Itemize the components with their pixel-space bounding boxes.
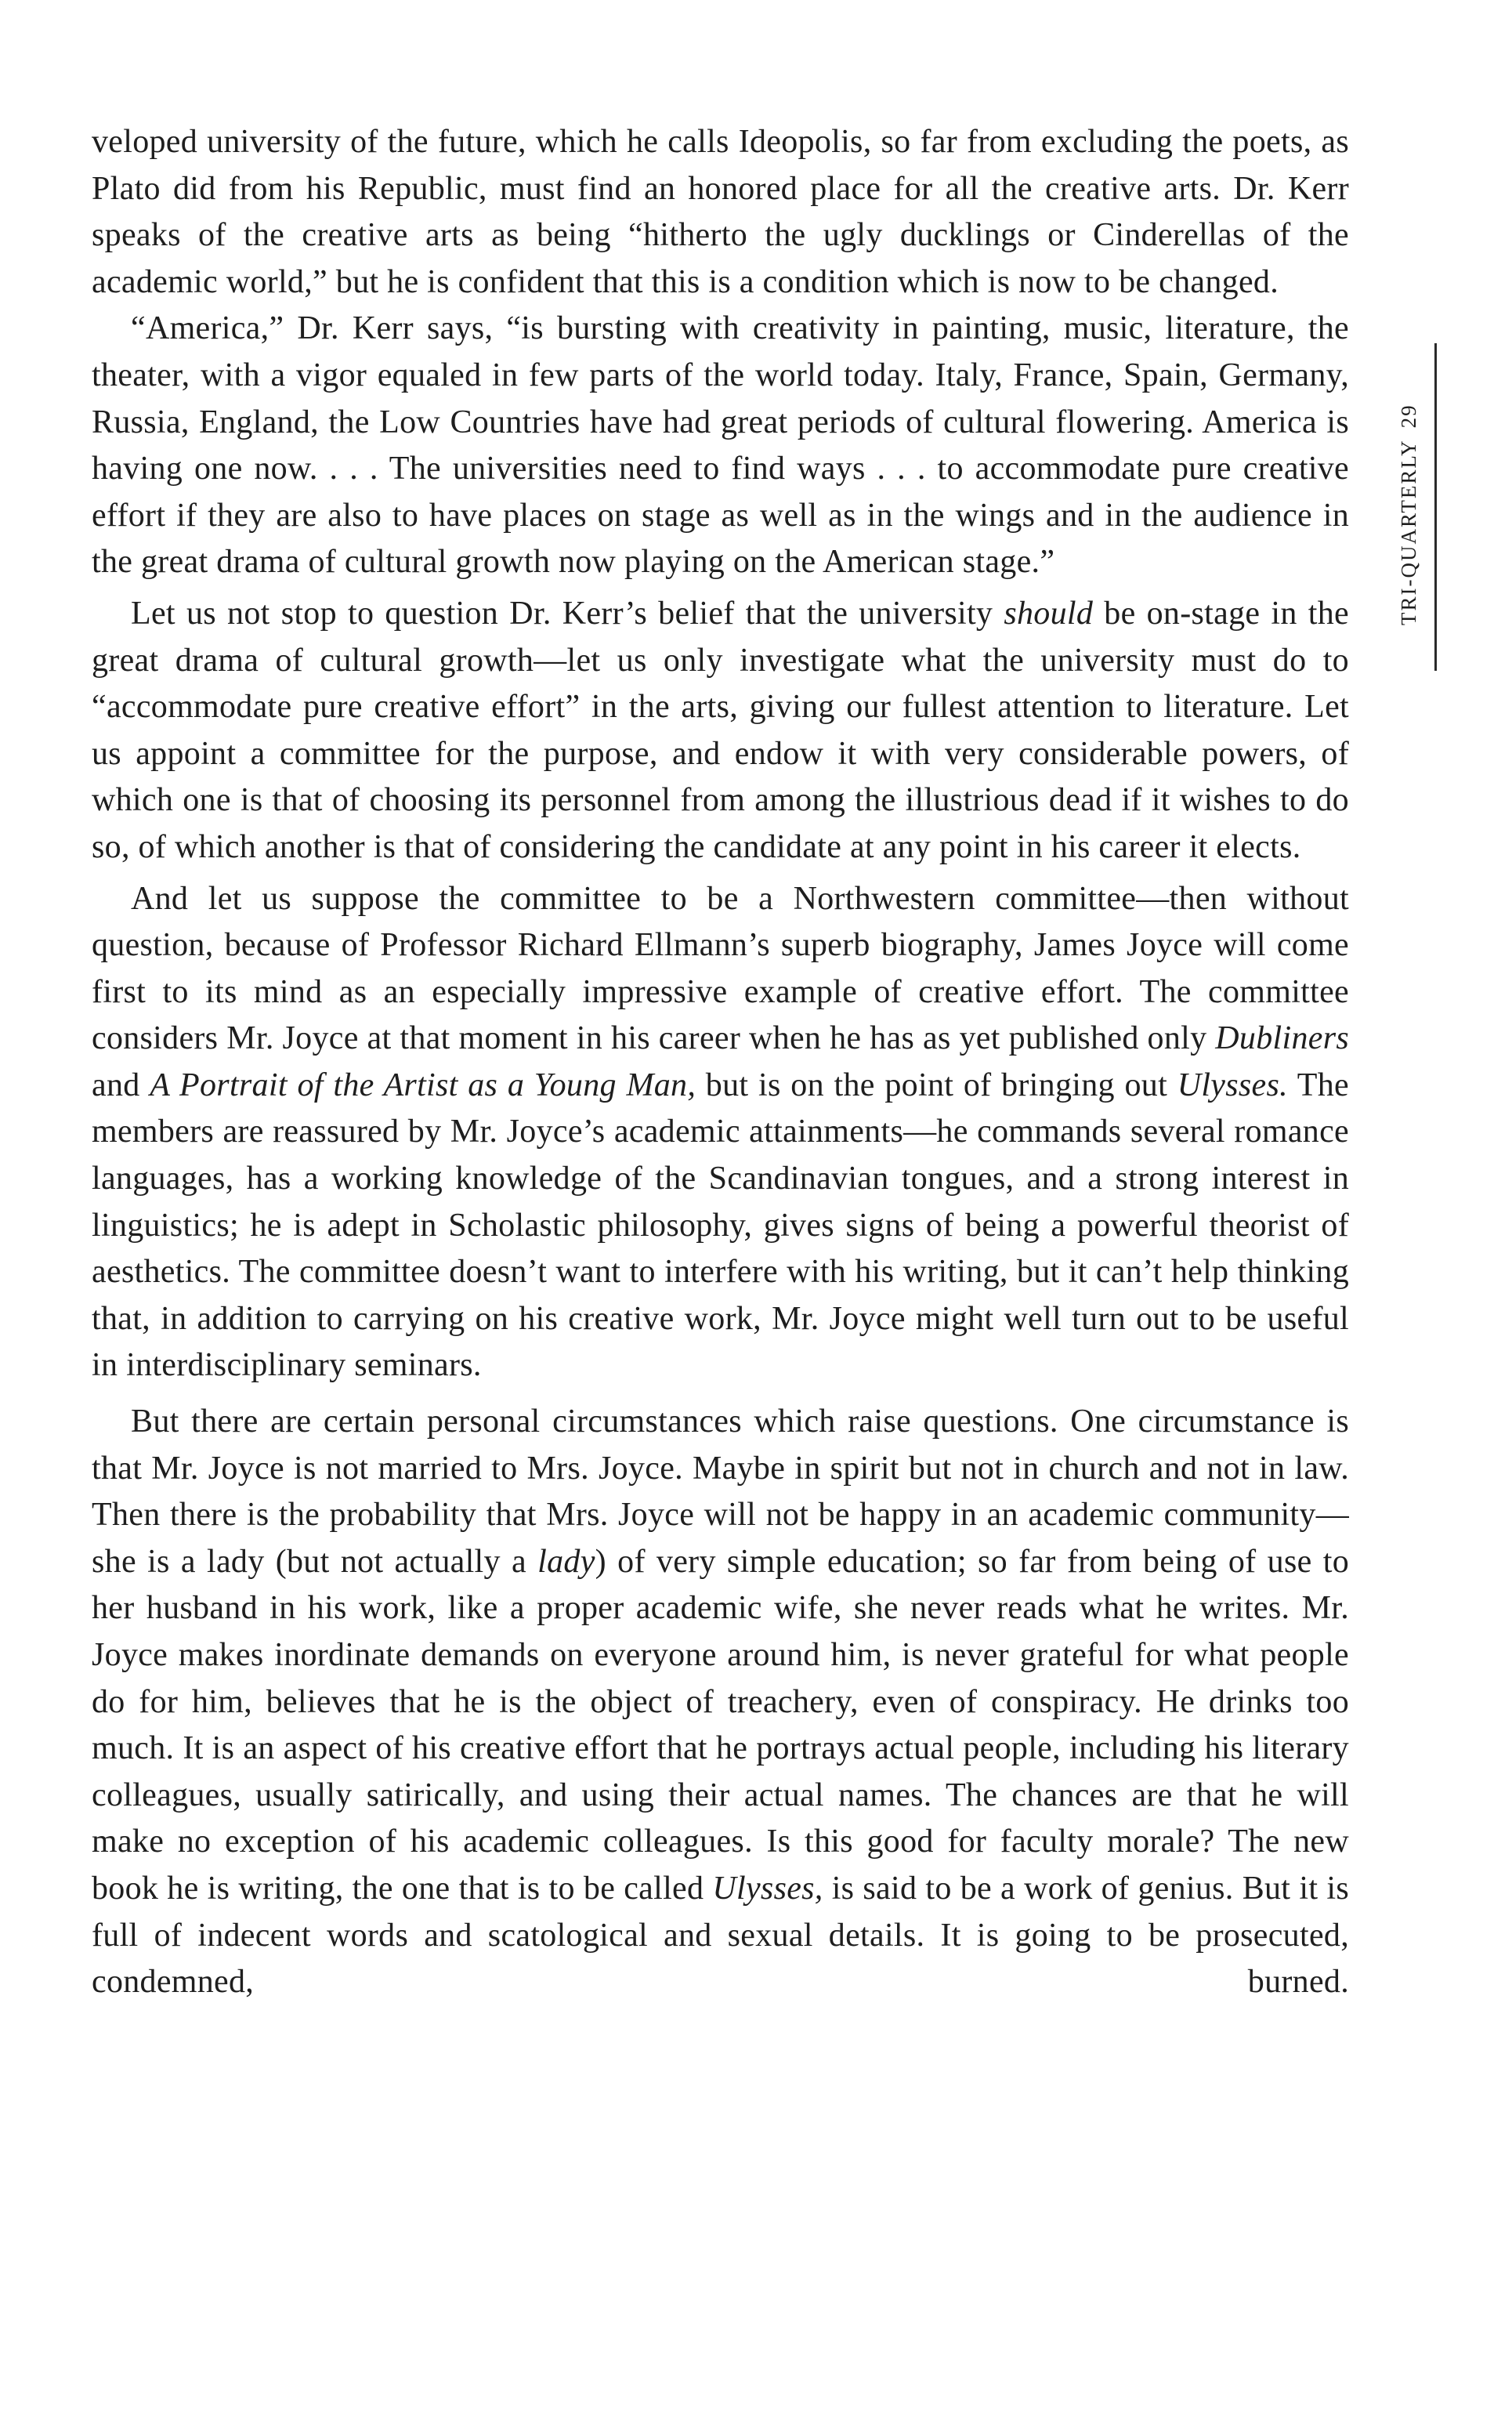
paragraph-3-text-b: be on-stage in the great drama of cultural growth—let us only investigate what the university must do to “accommodate pure creative effort” in the arts, giving our fullest attention to literature. Let us appoint a committee for the purpose, and endow it with very considerable powers, of which one is that of choosing its personnel from among the illustrious dead if it wishes to do so, of which another is that of considering the candidate at any point in his career it elects.: [92, 595, 1349, 865]
paragraph-3: [92, 591, 1349, 871]
body-text: [92, 119, 1349, 2006]
paragraph-4-italic-portrait: A Portrait of the Artist as a Young Man,: [150, 1067, 696, 1103]
paragraph-2-text: “America,” Dr. Kerr says, “is bursting with creativity in painting, music, literature, the theater, with a vigor equaled in few parts of the world today. Italy, France, Spain, Germany, Russia, England, the Low Countries have had great periods of cultural flowering. America is having one now. . . . The universities need to find ways . . . to accommodate pure creative effort if they are also to have places on stage as well as in the wings and in the audience in the great drama of cultural growth now playing on the American stage.”: [92, 310, 1349, 581]
paragraph-4: [92, 876, 1349, 1390]
paragraph-4-text-a: And let us suppose the committee to be a Northwestern committee—then without question, because of Professor Richard Ellmann’s superb biography, James Joyce will come first to its mind as an especially impressive example of creative effort. The committee considers Mr. Joyce at that moment in his career when he has as yet published only: [92, 880, 1349, 1057]
paragraph-5-text-a: But there are certain personal circumstances which raise questions. One circumstance is that Mr. Joyce is not married to Mrs. Joyce. Maybe in spirit but not in church and not in law. Then there is the probability that Mrs. Joyce will not be happy in an academic community—she is a lady (but not actually a: [92, 1403, 1349, 1580]
paragraph-2: [92, 306, 1349, 586]
paragraph-3-italic-should: should: [1004, 595, 1094, 632]
paragraph-4-text-c: but is on the point of bringing out: [696, 1067, 1177, 1103]
paragraph-5-italic-ulysses: Ulysses,: [712, 1870, 823, 1907]
paragraph-1-text: veloped university of the future, which he calls Ideopolis, so far from excluding the poets, as Plato did from his Republic, must find an honored place for all the creative arts. Dr. Kerr speaks of the creative arts as being “hitherto the ugly ducklings or Cinderellas of the academic world,” but he is confident that this is a condition which is now to be changed.: [92, 124, 1349, 300]
paragraph-4-text-d: The members are reassured by Mr. Joyce’s academic attainments—he commands several romance languages, has a working knowledge of the Scandinavian tongues, and a strong interest in linguistics; he is adept in Scholastic philosophy, gives signs of being a powerful theorist of aesthetics. The committee doesn’t want to interfere with his writing, but it can’t help thinking that, in addition to carrying on his creative work, Mr. Joyce might well turn out to be useful in interdisciplinary seminars.: [92, 1067, 1349, 1384]
paragraph-4-text-b: and: [92, 1067, 150, 1103]
running-head: [1393, 390, 1456, 625]
paragraph-5-italic-lady: lady: [537, 1543, 595, 1580]
paragraph-5-text-c: is said to be a work of genius. But it is full of indecent words and scatological and sexual details. It is going to be prosecuted, condemned, burned.: [92, 1870, 1350, 2001]
paragraph-4-italic-dubliners: Dubliners: [1215, 1020, 1349, 1057]
paragraph-1: [92, 119, 1349, 306]
journal-title: TRI-QUARTERLY: [1397, 439, 1420, 625]
paragraph-4-italic-ulysses: Ulysses.: [1177, 1067, 1288, 1103]
page-number: 29: [1397, 404, 1420, 429]
paragraph-5-text-b: ) of very simple education; so far from being of use to her husband in his work, like a proper academic wife, she never reads what he writes. Mr. Joyce makes inordinate demands on everyone around him, is never grateful for what people do for him, believes that he is the object of treachery, even of conspiracy. He drinks too much. It is an aspect of his creative effort that he portrays actual people, including his literary colleagues, usually satirically, and using their actual names. The chances are that he will make no exception of his academic colleagues. Is this good for faculty morale? The new book he is writing, the one that is to be called: [92, 1543, 1350, 1907]
paragraph-5: [92, 1399, 1349, 2006]
paragraph-3-text-a: Let us not stop to question Dr. Kerr’s belief that the university: [131, 595, 1004, 632]
